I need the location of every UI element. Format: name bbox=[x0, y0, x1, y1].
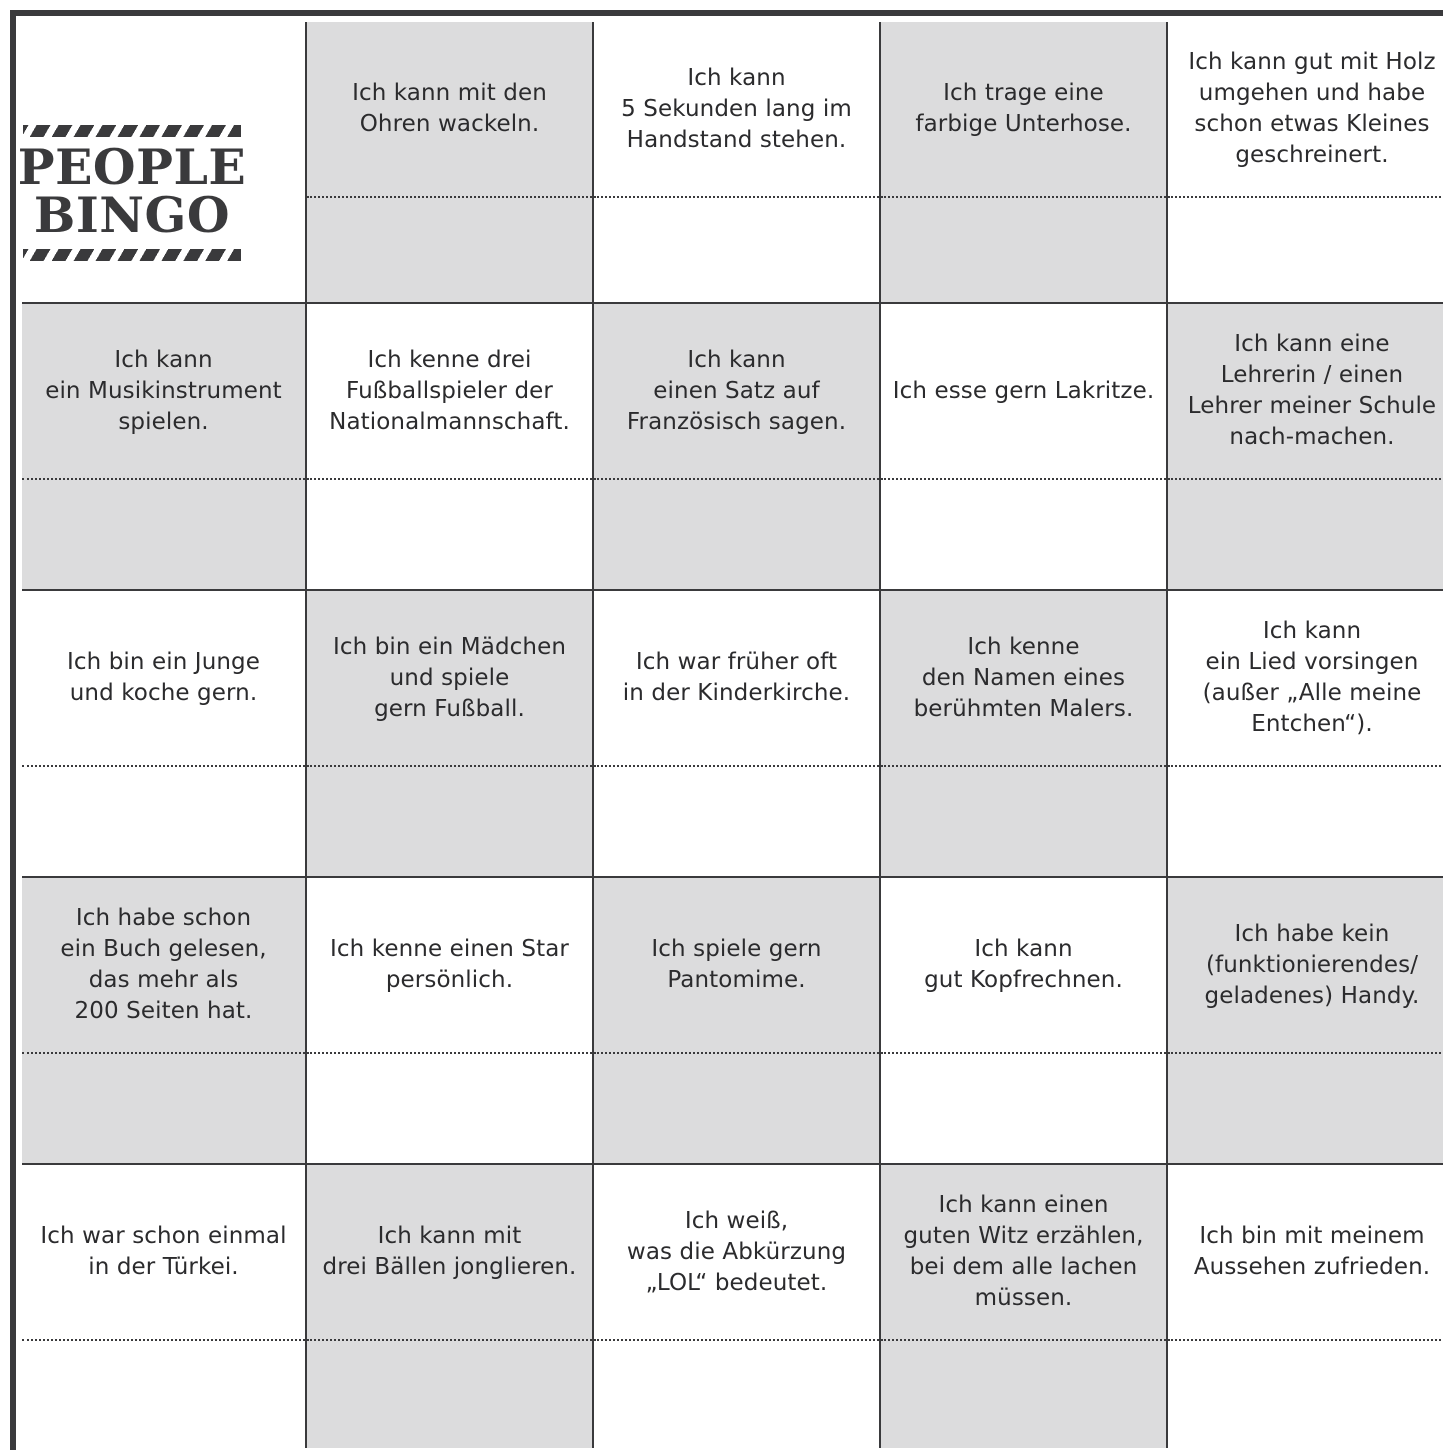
bingo-cell-statement-area bbox=[307, 591, 592, 767]
bingo-cell bbox=[22, 878, 307, 1165]
bingo-cell bbox=[307, 22, 594, 304]
bingo-cell-statement-area bbox=[307, 22, 592, 198]
bingo-cell-statement: Ich esse gern Lakritze. bbox=[892, 377, 1155, 404]
bingo-cell-name-field[interactable] bbox=[22, 1341, 305, 1448]
bingo-cell-name-field[interactable] bbox=[22, 767, 305, 876]
bingo-cell-name-field[interactable] bbox=[594, 1341, 879, 1448]
bingo-cell bbox=[594, 22, 881, 304]
bingo-cell-statement-area bbox=[22, 304, 305, 480]
bingo-cell-statement-area bbox=[594, 591, 879, 767]
bingo-cell-name-field[interactable] bbox=[1168, 1341, 1443, 1448]
bingo-cell bbox=[1168, 304, 1443, 591]
bingo-cell bbox=[22, 591, 307, 878]
bingo-cell-statement: Ich trage eine farbige Unterhose. bbox=[915, 80, 1132, 137]
bingo-sheet bbox=[10, 10, 1443, 1450]
bingo-cell-statement: Ich kenne einen Star persönlich. bbox=[330, 936, 569, 993]
bingo-cell-name-field[interactable] bbox=[594, 480, 879, 589]
bingo-cell-name-field[interactable] bbox=[1168, 1054, 1443, 1163]
bingo-cell-name-field[interactable] bbox=[307, 1341, 592, 1448]
bingo-cell-statement-area bbox=[22, 591, 305, 767]
bingo-cell-statement: Ich habe kein (funktionierendes/ geladenes) Handy. bbox=[1204, 920, 1420, 1009]
bingo-cell-name-field[interactable] bbox=[594, 767, 879, 876]
bingo-cell-statement: Ich kann ein Musikinstrument spielen. bbox=[45, 346, 282, 435]
bingo-cell-name-field[interactable] bbox=[22, 480, 305, 589]
bingo-cell-statement-area bbox=[307, 304, 592, 480]
bingo-cell-statement: Ich habe schon ein Buch gelesen, das mehr als 200 Seiten hat. bbox=[60, 905, 267, 1024]
bingo-cell-statement: Ich spiele gern Pantomime. bbox=[651, 936, 822, 993]
bingo-cell-statement: Ich kann einen Satz auf Französisch sagen. bbox=[626, 346, 847, 435]
bingo-cell-name-field[interactable] bbox=[881, 767, 1166, 876]
bingo-cell-statement: Ich bin ein Mädchen und spiele gern Fußball. bbox=[332, 633, 566, 722]
bingo-cell-statement-area bbox=[307, 878, 592, 1054]
logo-cell bbox=[17, 22, 307, 304]
bingo-cell-statement: Ich kenne drei Fußballspieler der Nationalmannschaft. bbox=[329, 346, 570, 435]
people-bingo-logo bbox=[17, 125, 247, 261]
bingo-cell bbox=[1168, 1165, 1443, 1448]
bingo-cell bbox=[1168, 22, 1443, 304]
bingo-cell-name-field[interactable] bbox=[307, 1054, 592, 1163]
bingo-cell bbox=[594, 1165, 881, 1448]
bingo-cell-statement-area bbox=[1168, 304, 1443, 480]
bingo-cell-statement-area bbox=[1168, 1165, 1443, 1341]
bingo-cell bbox=[22, 1165, 307, 1448]
bingo-cell bbox=[881, 304, 1168, 591]
bingo-cell-statement-area bbox=[594, 22, 879, 198]
bingo-cell-statement-area bbox=[307, 1165, 592, 1341]
bingo-cell bbox=[307, 1165, 594, 1448]
bingo-cell bbox=[307, 591, 594, 878]
bingo-cell bbox=[881, 591, 1168, 878]
bingo-cell-statement: Ich war früher oft in der Kinderkirche. bbox=[622, 649, 851, 706]
bingo-cell bbox=[881, 878, 1168, 1165]
bingo-cell bbox=[881, 22, 1168, 304]
bingo-cell-name-field[interactable] bbox=[881, 198, 1166, 302]
bingo-cell bbox=[1168, 591, 1443, 878]
bingo-cell-statement-area bbox=[881, 304, 1166, 480]
bingo-cell-statement: Ich kann gut Kopfrechnen. bbox=[924, 936, 1123, 993]
bingo-cell bbox=[1168, 878, 1443, 1165]
bingo-cell-statement-area bbox=[881, 1165, 1166, 1341]
bingo-cell-name-field[interactable] bbox=[1168, 767, 1443, 876]
bingo-cell-name-field[interactable] bbox=[1168, 198, 1443, 302]
bingo-cell-statement-area bbox=[22, 878, 305, 1054]
bingo-cell-name-field[interactable] bbox=[22, 1054, 305, 1163]
logo-stripe-bottom bbox=[23, 249, 241, 261]
bingo-cell bbox=[594, 304, 881, 591]
bingo-cell-statement: Ich bin ein Junge und koche gern. bbox=[66, 649, 260, 706]
bingo-cell-statement-area bbox=[1168, 878, 1443, 1054]
bingo-cell-statement: Ich kann mit den Ohren wackeln. bbox=[352, 80, 547, 137]
bingo-cell-statement: Ich war schon einmal in der Türkei. bbox=[40, 1223, 287, 1280]
bingo-cell-statement-area bbox=[1168, 22, 1443, 198]
bingo-cell-name-field[interactable] bbox=[881, 480, 1166, 589]
bingo-cell-statement-area bbox=[881, 878, 1166, 1054]
bingo-cell-statement-area bbox=[881, 22, 1166, 198]
bingo-cell bbox=[881, 1165, 1168, 1448]
bingo-cell-statement: Ich kann eine Lehrerin / einen Lehrer meiner Schule nach-machen. bbox=[1187, 331, 1437, 450]
bingo-cell-name-field[interactable] bbox=[881, 1341, 1166, 1448]
bingo-cell bbox=[307, 304, 594, 591]
bingo-cell-statement: Ich kenne den Namen eines berühmten Malers. bbox=[913, 633, 1134, 722]
logo-stripe-top bbox=[23, 125, 241, 137]
bingo-cell-name-field[interactable] bbox=[1168, 480, 1443, 589]
logo-title-line2: BINGO bbox=[33, 186, 231, 244]
bingo-cell-statement: Ich bin mit meinem Aussehen zufrieden. bbox=[1193, 1223, 1431, 1280]
bingo-cell bbox=[594, 591, 881, 878]
bingo-cell bbox=[307, 878, 594, 1165]
bingo-cell-statement-area bbox=[881, 591, 1166, 767]
bingo-cell-name-field[interactable] bbox=[594, 1054, 879, 1163]
bingo-cell-statement-area bbox=[594, 1165, 879, 1341]
bingo-cell-statement-area bbox=[594, 878, 879, 1054]
bingo-cell-statement: Ich kann gut mit Holz umgehen und habe schon etwas Kleines geschreinert. bbox=[1188, 49, 1436, 168]
bingo-cell-statement: Ich kann ein Lied vorsingen (außer „Alle meine Entchen“). bbox=[1202, 618, 1422, 737]
bingo-cell-statement: Ich kann einen guten Witz erzählen, bei dem alle lachen müssen. bbox=[903, 1192, 1144, 1311]
logo-title-line1: PEOPLE bbox=[17, 138, 247, 196]
bingo-cell-statement: Ich kann 5 Sekunden lang im Handstand stehen. bbox=[621, 64, 852, 153]
bingo-cell-name-field[interactable] bbox=[594, 198, 879, 302]
bingo-cell-name-field[interactable] bbox=[881, 1054, 1166, 1163]
bingo-cell-name-field[interactable] bbox=[307, 198, 592, 302]
bingo-cell-statement-area bbox=[1168, 591, 1443, 767]
bingo-cell-statement: Ich kann mit drei Bällen jonglieren. bbox=[322, 1223, 577, 1280]
bingo-cell-statement: Ich weiß, was die Abkürzung „LOL“ bedeutet. bbox=[626, 1207, 847, 1296]
bingo-cell-name-field[interactable] bbox=[307, 480, 592, 589]
bingo-cell-name-field[interactable] bbox=[307, 767, 592, 876]
bingo-cell bbox=[594, 878, 881, 1165]
bingo-cell-statement-area bbox=[22, 1165, 305, 1341]
bingo-cell-statement-area bbox=[594, 304, 879, 480]
bingo-cell bbox=[22, 304, 307, 591]
bingo-grid bbox=[17, 22, 1443, 1448]
